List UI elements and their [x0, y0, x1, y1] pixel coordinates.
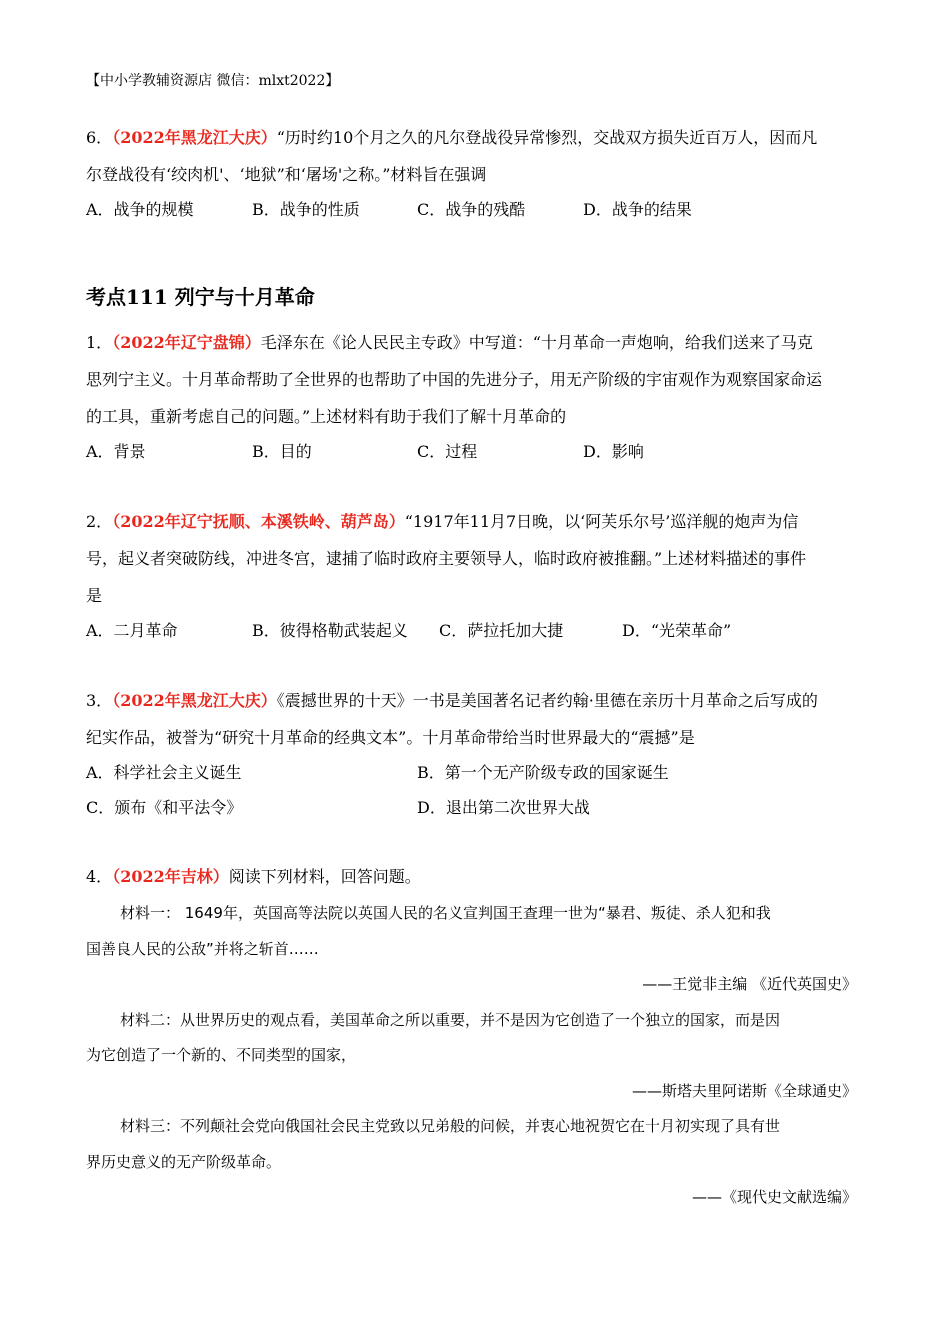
q3-option-c: C．颁布《和平法令》 — [86, 798, 243, 817]
q1-option-a: A．背景 — [86, 442, 146, 461]
section-title: 考点111 列宁与十月革命 — [86, 285, 315, 309]
q2-line2: 号，起义者突破防线，冲进冬宫，逮捕了临时政府主要领导人，临时政府被推翻。”上述材料描述的事件 — [86, 549, 807, 568]
q1-option-b: B．目的 — [252, 442, 312, 461]
q1-line3: 的工具，重新考虑自己的问题。”上述材料有助于我们了解十月革命的 — [86, 407, 567, 426]
q1-text1: 毛泽东在《论人民民主专政》中写道：“十月革命一声炮响，给我们送来了马克 — [260, 333, 813, 352]
q1-number: 1． — [86, 333, 113, 352]
q1-source: （2022年辽宁盘锦） — [112, 333, 261, 352]
q2-number: 2． — [86, 512, 113, 531]
q1-option-c: C．过程 — [417, 442, 478, 461]
q2-text1: “1917年11月7日晚，以‘阿芙乐尔号’巡洋舰的炮声为信 — [404, 512, 799, 531]
q3-line1 — [86, 690, 818, 712]
q1-option-d: D．影响 — [583, 442, 644, 461]
material-1-line2: 国善良人民的公敌”并将之斩首…… — [86, 940, 319, 958]
q6-option-d: D．战争的结果 — [583, 200, 692, 219]
q3-text1: 《震撼世界的十天》一书是美国著名记者约翰·里德在亲历十月革命之后写成的 — [276, 691, 818, 710]
q2-option-c: C．萨拉托加大捷 — [439, 621, 564, 640]
q3-option-a: A．科学社会主义诞生 — [86, 763, 242, 782]
material-3-citation: ——《现代史文献选编》 — [691, 1188, 857, 1206]
material-2-citation: ——斯塔夫里阿诺斯《全球通史》 — [631, 1082, 857, 1100]
material-3-line1: 材料三：不列颠社会党向俄国社会民主党致以兄弟般的问候，并衷心地祝贺它在十月初实现了具有世 — [120, 1117, 781, 1135]
q2-option-b: B．彼得格勒武装起义 — [252, 621, 408, 640]
q4-intro: 阅读下列材料，回答问题。 — [228, 867, 421, 886]
q1-line2: 思列宁主义。十月革命帮助了全世界的也帮助了中国的先进分子，用无产阶级的宇宙观作为观察国家命运 — [86, 370, 823, 389]
q3-option-d: D．退出第二次世界大战 — [417, 798, 590, 817]
q2-option-d: D．“光荣革命” — [622, 621, 732, 640]
q2-line1 — [86, 511, 798, 533]
material-1-citation: ——王觉非主编 《近代英国史》 — [642, 975, 857, 993]
q6-line1 — [86, 127, 817, 149]
q4-number: 4． — [86, 867, 113, 886]
q3-number: 3． — [86, 691, 113, 710]
material-2-line2: 为它创造了一个新的、不同类型的国家， — [86, 1046, 357, 1064]
q6-number: 6． — [86, 128, 113, 147]
q2-option-a: A．二月革命 — [86, 621, 178, 640]
material-3-line2: 界历史意义的无产阶级革命。 — [86, 1153, 282, 1171]
q6-source: （2022年黑龙江大庆） — [112, 128, 277, 147]
q6-option-b: B．战争的性质 — [252, 200, 360, 219]
header-watermark: 【中小学教辅资源店 微信：mlxt2022】 — [86, 73, 340, 89]
material-2-line1: 材料二：从世界历史的观点看，美国革命之所以重要，并不是因为它创造了一个独立的国家，而是因 — [120, 1011, 781, 1029]
q6-option-c: C．战争的残酷 — [417, 200, 526, 219]
q6-option-a: A．战争的规模 — [86, 200, 194, 219]
material-1-line1: 材料一： 1649年，英国高等法院以英国人民的名义宣判国王查理一世为“暴君、叛徒、杀人犯和我 — [120, 904, 771, 922]
q4-source: （2022年吉林） — [112, 867, 229, 886]
q4-line1 — [86, 866, 421, 888]
q3-line2: 纪实作品，被誉为“研究十月革命的经典文本”。十月革命带给当时世界最大的“震撼”是 — [86, 728, 695, 747]
q3-source: （2022年黑龙江大庆） — [112, 691, 277, 710]
q1-line1 — [86, 332, 813, 354]
q6-line2: 尔登战役有‘绞肉机'、‘地狱”和‘屠场'之称。”材料旨在强调 — [86, 165, 487, 184]
q2-line3: 是 — [86, 586, 103, 605]
q6-text1: “历时约10个月之久的凡尔登战役异常惨烈，交战双方损失近百万人，因而凡 — [276, 128, 818, 147]
q2-source: （2022年辽宁抚顺、本溪铁岭、葫芦岛） — [112, 512, 405, 531]
q3-option-b: B．第一个无产阶级专政的国家诞生 — [417, 763, 669, 782]
